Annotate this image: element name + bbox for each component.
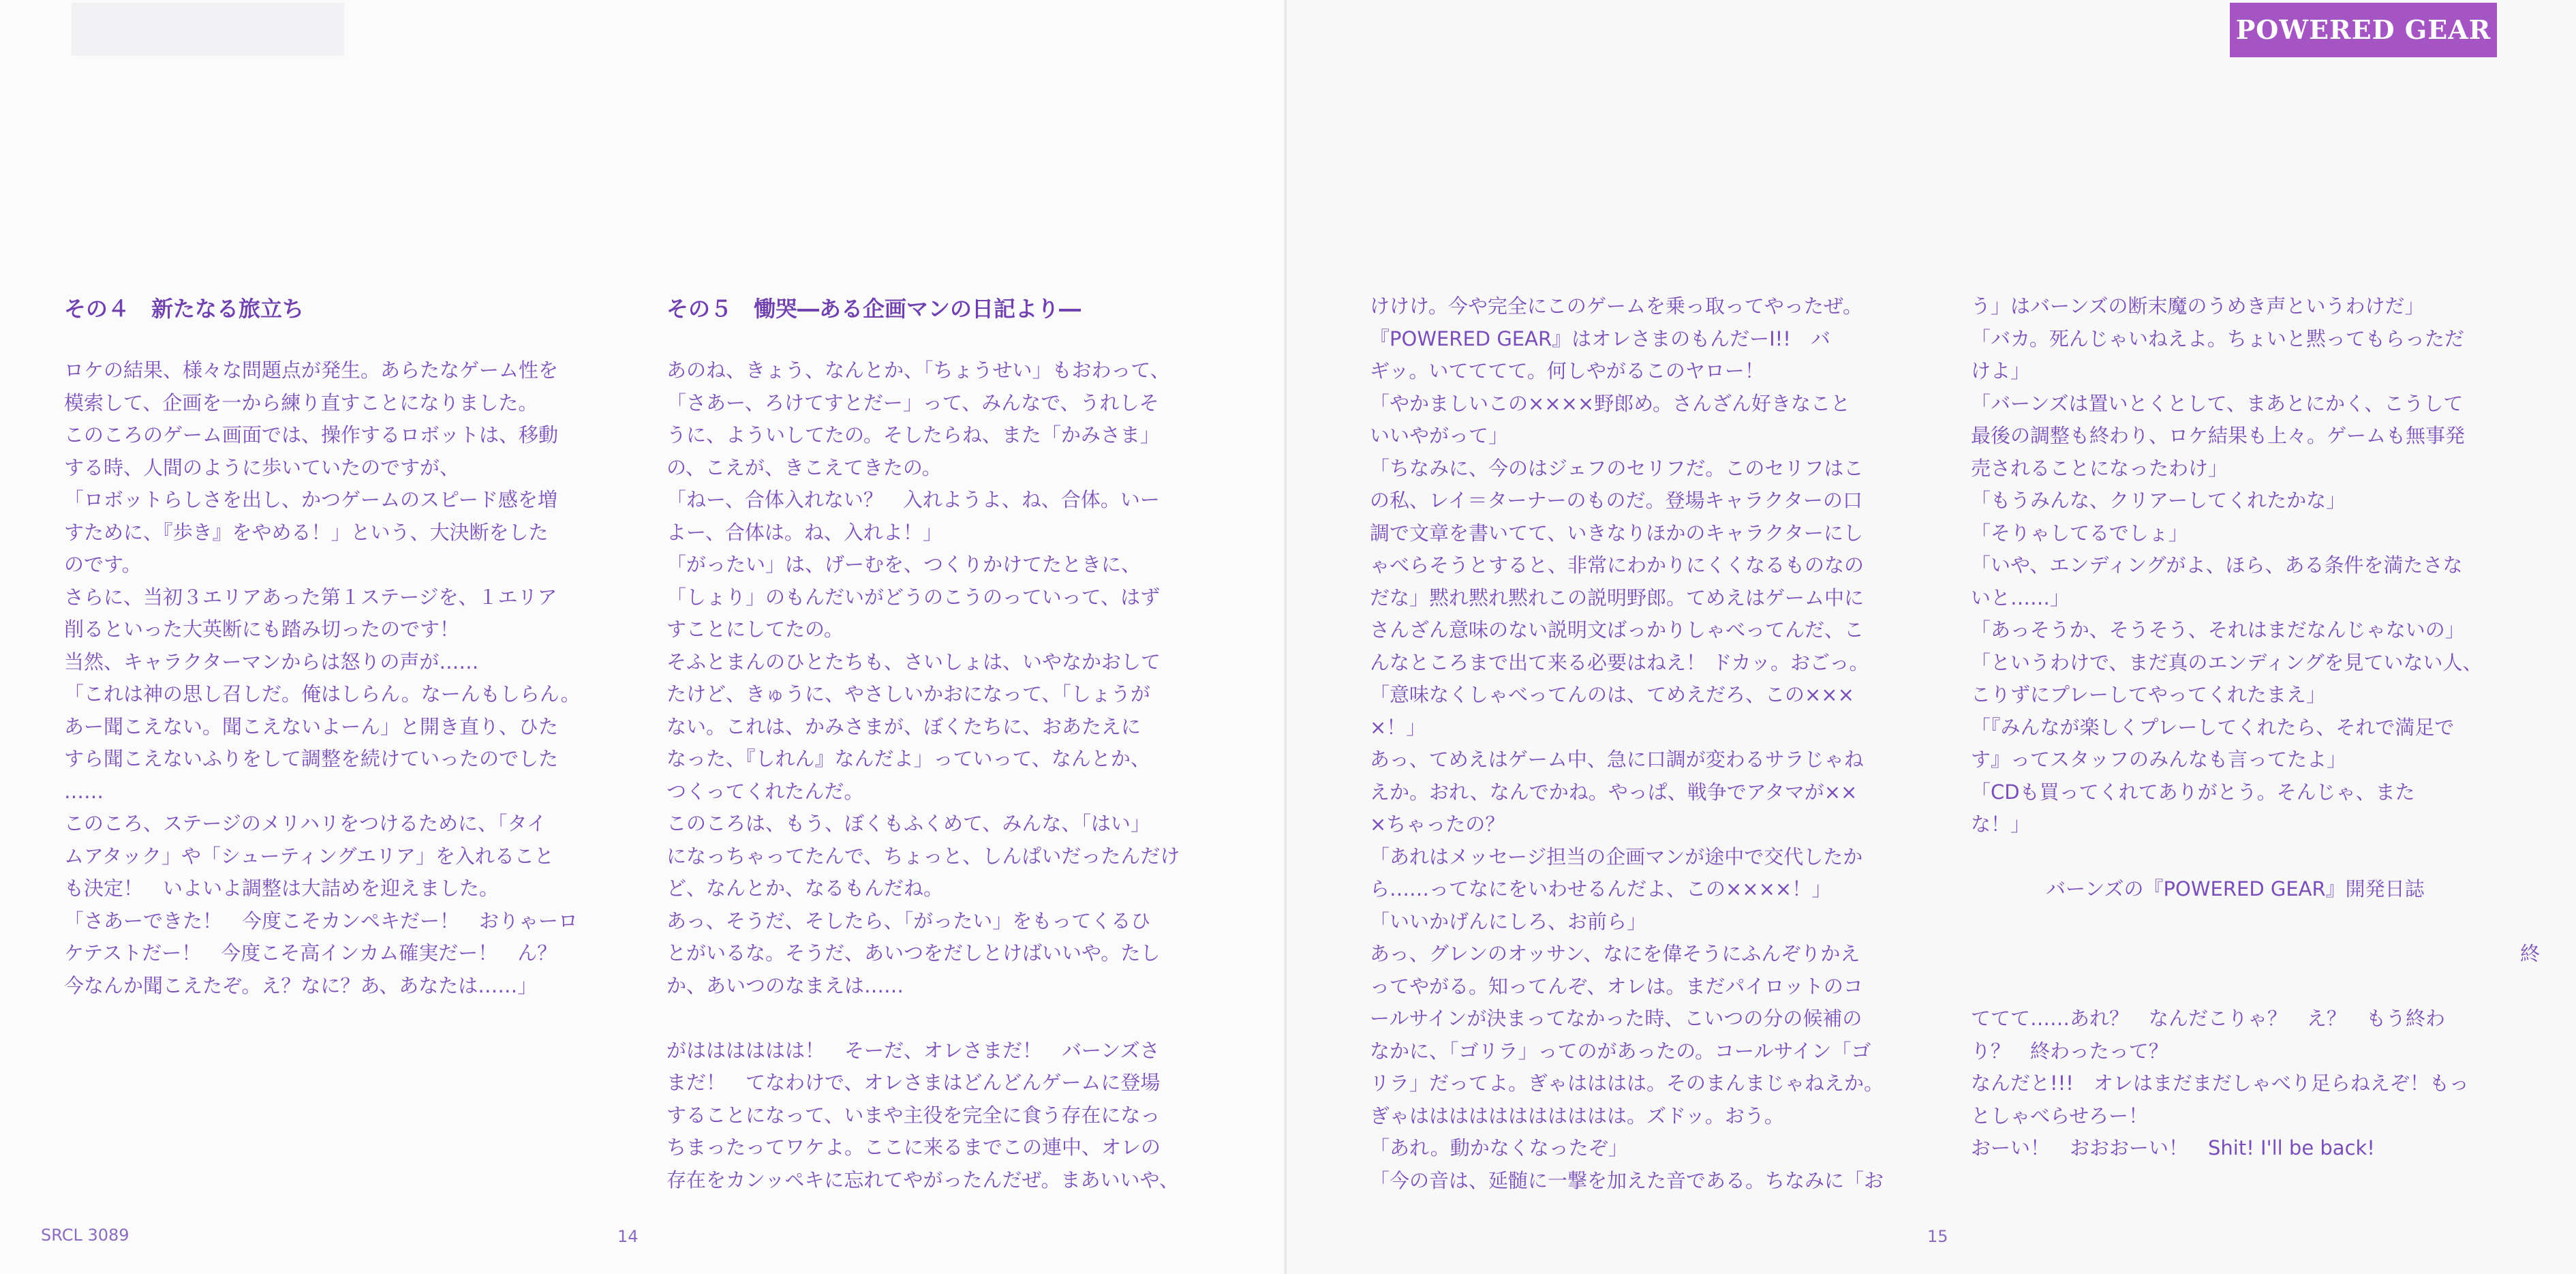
text-line: えか。おれ、なんでかね。やっぱ、戦争でアタマが×× (1370, 780, 1858, 804)
text-line: たけど、きゅうに、やさしいかおになって、「しょうが (666, 682, 1150, 706)
text-line: の、こえが、きこえてきたの。 (666, 455, 942, 479)
text-line: けけけ。今や完全にこのゲームを乗っ取ってやったぜ。 (1370, 294, 1862, 318)
section-5-body (666, 354, 1236, 1196)
text-line: 存在をカンッペキに忘れてやがったんだぜ。まあいいや、 (666, 1168, 1179, 1192)
text-line: 削るといった大英断にも踏み切ったのです！ (64, 618, 460, 641)
text-line: 模索して、企画を一から練り直すことになりました。 (64, 391, 538, 414)
section-5-heading: その５ 慟哭―ある企画マンの日記より― (666, 296, 1082, 322)
text-line: このころのゲーム画面では、操作するロボットは、移動 (64, 423, 559, 446)
text-line: すら聞こえないふりをして調整を続けていったのでした (64, 747, 559, 770)
text-line: あっ、そうだ、そしたら、「がったい」をもってくるひ (666, 909, 1151, 932)
text-line: このころは、もう、ぼくもふくめて、みんな、「はい」 (666, 812, 1150, 835)
text-line: なった、『しれん』なんだよ」っていって、なんとか、 (666, 747, 1150, 770)
text-line: リラ」だってよ。ぎゃはははは。そのまんまじゃねえか。 (1370, 1072, 1884, 1095)
text-line: なんだと!!! オレはまだまだしゃべり足らねえぞ！もっ (1971, 1072, 2469, 1095)
section-4-heading: その４ 新たなる旅立ち (64, 296, 305, 322)
text-line: ってやがる。知ってんぞ、オレは。まだパイロットのコ (1370, 974, 1863, 998)
text-line: 調で文章を書いてて、いきなりほかのキャラクターにし (1370, 521, 1863, 545)
text-line: 最後の調整も終わり、ロケ結果も上々。ゲームも無事発 (1971, 424, 2466, 447)
text-line: 売されることになったわけ」 (1971, 456, 2228, 480)
catalog-code: SRCL 3089 (41, 1226, 129, 1245)
text-line: おーい！ おおおーい！ Shit! I'll be back! (1971, 1136, 2375, 1159)
text-line: ちまったってワケよ。ここに来るまでこの連中、オレの (666, 1136, 1161, 1159)
text-line: うに、よういしてたの。そしたらね、また「かみさま」 (666, 423, 1160, 446)
text-line (1971, 906, 2540, 939)
text-line: 「『みんなが楽しくプレーしてくれたら、それで満足で (1971, 715, 2455, 739)
page-number-right: 15 (1927, 1227, 1948, 1246)
page-number-left: 14 (617, 1227, 639, 1246)
text-line: 「がったい」は、げーむを、つくりかけてたときに、 (666, 553, 1141, 576)
text-line: 「バカ。死んじゃいねえよ。ちょいと黙ってもらっただ (1971, 327, 2464, 350)
column-3-body (1370, 290, 1939, 1197)
text-line: あっ、グレンのオッサン、なにを偉そうにふんぞりかえ (1370, 942, 1860, 965)
text-line: 「いいかげんにしろ、お前ら」 (1370, 909, 1647, 933)
text-line: すために、『歩き』をやめる！」という、大決断をした (64, 520, 549, 544)
text-line: 終 (2519, 942, 2540, 965)
section-4-body (64, 354, 633, 1002)
text-line: としゃべらせろー！ (1971, 1104, 2149, 1127)
text-line: のです。 (64, 553, 142, 576)
text-line: とがいるな。そうだ、あいつをだしとけばいいや。たし (666, 941, 1161, 965)
text-line: ×！」 (1370, 715, 1426, 739)
text-line: 当然、キャラクターマンからは怒りの声が…… (64, 650, 479, 673)
text-line: 「あれ。動かなくなったぞ」 (1370, 1136, 1628, 1159)
text-line: 「CDも買ってくれてありがとう。そんじゃ、また (1971, 780, 2415, 804)
text-line: 「バーンズは置いとくとして、まあとにかく、こうして (1971, 391, 2464, 415)
text-line: 「やかましいこの××××野郎め。さんざん好きなこと (1370, 391, 1851, 415)
left-page (0, 0, 1287, 1274)
text-line: ててて……あれ？ なんだこりゃ？ え？ もう終わ (1971, 1007, 2446, 1030)
text-line: いいやがって」 (1370, 424, 1509, 447)
text-line: り？ 終わったって？ (1971, 1039, 2168, 1063)
text-line: よー、合体は。ね、入れよ！」 (666, 520, 942, 544)
text-line (1971, 971, 2540, 1003)
text-line: 「これは神の思し召しだ。俺はしらん。なーんもしらん。 (64, 682, 581, 706)
text-line: 「しょり」のもんだいがどうのこうのっていって、はず (666, 585, 1161, 609)
text-line: す』ってスタッフのみんなも言ってたよ」 (1971, 748, 2347, 771)
text-line: な！」 (1971, 813, 2031, 836)
powered-gear-badge: POWERED GEAR (2230, 3, 2497, 57)
text-line: 「意味なくしゃべってんのは、てめえだろ、この××× (1370, 683, 1854, 706)
text-line: か、あいつのなまえは…… (666, 973, 904, 997)
text-line: すことにしてたの。 (666, 618, 844, 641)
text-line: ケテストだー！ 今度こそ高インカム確実だー！ ん？ (64, 941, 557, 965)
text-line: あー聞こえない。聞こえないよーん」と開き直り、ひた (64, 714, 559, 738)
text-line: 「ねー、合体入れない？ 入れようよ、ね、合体。いー (666, 488, 1160, 511)
text-line: ギッ。いてててて。何しやがるこのヤロー！ (1370, 359, 1764, 382)
text-line: ら……ってなにをいわせるんだよ、この××××！」 (1370, 877, 1832, 900)
text-line: だな」黙れ黙れ黙れこの説明野郎。てめえはゲーム中に (1370, 586, 1865, 609)
text-line: まだ！ てなわけで、オレさまはどんどんゲームに登場 (666, 1071, 1161, 1094)
text-line: ない。これは、かみさまが、ぼくたちに、おあたえに (666, 714, 1141, 738)
text-line: 「今の音は、延髄に一撃を加えた音である。ちなみに「お (1370, 1168, 1884, 1192)
text-line: ールサインが決まってなかった時、こいつの分の候補の (1370, 1007, 1862, 1030)
text-line: する時、人間のように歩いていたのですが、 (64, 455, 460, 479)
text-line: そふとまんのひとたちも、さいしょは、いやなかおして (666, 650, 1161, 673)
text-line: …… (64, 779, 104, 803)
text-line: ぎゃははははははははははは。ズドッ。おう。 (1370, 1104, 1784, 1127)
text-line: さらに、当初３エリアあった第１ステージを、１エリア (64, 585, 557, 609)
text-line (1971, 841, 2540, 874)
text-line: あっ、てめえはゲーム中、急に口調が変わるサラじゃね (1370, 748, 1864, 771)
text-line: 「いや、エンディングがよ、ほら、ある条件を満たさな (1971, 553, 2463, 577)
text-line: 『POWERED GEAR』はオレさまのもんだーΙ!! バ (1370, 327, 1830, 350)
text-line: の私、レイ＝ターナーのものだ。登場キャラクターの口 (1370, 489, 1862, 512)
text-line: 「ちなみに、今のはジェフのセリフだ。このセリフはこ (1370, 456, 1864, 480)
text-line: ロケの結果、様々な問題点が発生。あらたなゲーム性を (64, 359, 559, 382)
text-line: このころ、ステージのメリハリをつけるために、「タイ (64, 812, 547, 835)
text-line: ×ちゃったの？ (1370, 813, 1505, 836)
text-line: 「そりゃしてるでしょ」 (1971, 521, 2188, 545)
text-line: 「さあーできた！ 今度こそカンペキだー！ おりゃーロ (64, 909, 579, 932)
text-line (666, 1002, 1236, 1035)
text-line: することになって、いまや主役を完全に食う存在になっ (666, 1103, 1161, 1127)
text-line: なかに、「ゴリラ」ってのがあったの。コールサイン「ゴ (1370, 1039, 1871, 1063)
text-line: バーンズの『POWERED GEAR』開発日誌 (2046, 877, 2425, 900)
text-line: 「あれはメッセージ担当の企画マンが途中で交代したか (1370, 845, 1863, 868)
column-4-body (1971, 290, 2540, 1165)
text-line: 今なんか聞こえたぞ。え？なに？あ、あなたは……」 (64, 973, 538, 997)
text-line: あのね、きょう、なんとか、「ちょうせい」もおわって、 (666, 359, 1170, 382)
text-line: んなところまで出て来る必要はねえ！ ドカッ。おごっ。 (1370, 650, 1869, 674)
text-line: 「あっそうか、そうそう、それはまだなんじゃないの」 (1971, 618, 2465, 641)
text-line: 「さあー、ろけてすとだー」って、みんなで、うれしそ (666, 391, 1159, 414)
text-line: ど、なんとか、なるもんだね。 (666, 877, 944, 900)
text-line: 「ロボットらしさを出し、かつゲームのスピード感を増 (64, 488, 557, 511)
text-line: になっちゃってたんで、ちょっと、しんぱいだったんだけ (666, 844, 1180, 868)
text-line: さんざん意味のない説明文ばっかりしゃべってんだ、こ (1370, 618, 1865, 641)
text-line: つくってくれたんだ。 (666, 779, 864, 803)
text-line: 「もうみんな、クリアーしてくれたかな」 (1971, 489, 2346, 512)
text-line: けよ」 (1971, 359, 2031, 382)
text-line: がはははははは！ そーだ、オレさまだ！ バーンズさ (666, 1038, 1160, 1062)
text-line: ムアタック」や「シューティングエリア」を入れること (64, 844, 554, 868)
text-line: こりずにプレーしてやってくれたまえ」 (1971, 683, 2326, 706)
text-line: ゃべらそうとすると、非常にわかりにくくなるものなの (1370, 553, 1865, 577)
text-line: いと……」 (1971, 586, 2070, 609)
text-line: 「というわけで、まだ真のエンディングを見ていない人、 (1971, 650, 2483, 674)
text-line: う」はバーンズの断末魔のうめき声というわけだ」 (1971, 294, 2425, 318)
text-line: も決定！ いよいよ調整は大詰めを迎えました。 (64, 877, 500, 900)
faded-logo: POWERED GEAR (72, 3, 344, 56)
